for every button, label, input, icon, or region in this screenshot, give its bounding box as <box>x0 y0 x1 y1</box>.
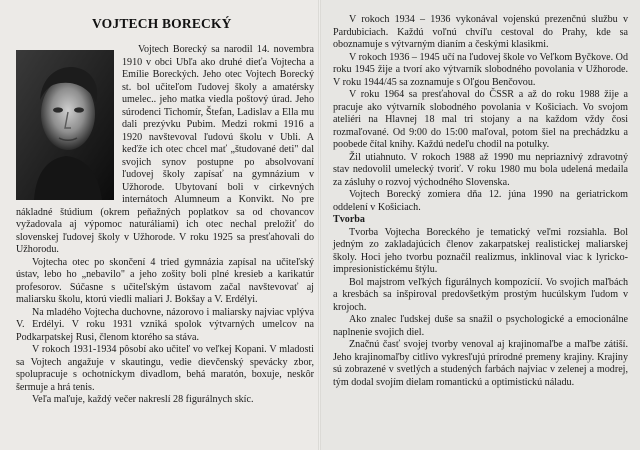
portrait-photo <box>16 50 114 200</box>
paragraph: Žil utiahnuto. V rokoch 1988 až 1990 mu nepriaznivý zdravotný stav nedovolil umelecký tvoriť. V roku 1980 mu bola udelená medaila za zásluhy o rozvoj východného Slovenska. <box>333 151 628 188</box>
paragraph: Vojtech Borecký sa narodil 14. novembra 1910 v obci Ubľa ako druhé dieťa Vojtecha a Emílie Boreckých. Jeho otec Vojtech Borecký st. bol učiteľom ľudovej školy a amatérsky umelec.. jeho matka viedla poštový úrad. Jeho súrodenci Tichomír, Štefan, Ladislav a Ella mu dali prezývku Pubim. Medzi rokmi 1916 a 1920 navštevoval ľudovú školu v Ubli. A keďže ich otec chcel mať „študované deti" dal svojich synov postupne po absolvovaní ľudovej školy zapísať na gymnázium v Užhorode. Ubytovaní boli v cirkevných internátoch Alumneum a Konvikt. No pre nákladné štúdium (okrem peňažných poplatkov sa od chovancov vyžadovala aj výpomoc naturáliami) ich otec nechal preložiť do slovenskej ľudovej školy v Užhorode. V roku 1925 sa presťahovali do Užhorodu. <box>16 44 314 255</box>
left-page <box>0 0 319 450</box>
right-page <box>321 0 640 450</box>
paragraph: V rokoch 1934 – 1936 vykonával vojenskú prezenčnú službu v Pardubiciach. Každú voľnú chvíľu cestoval do Prahy, kde sa oboznamuje s výtvarným dianím a českými klasikmi. <box>333 14 628 50</box>
paragraph: Na mladého Vojtecha duchovne, názorovo i maliarsky najviac vplýva V. Erdélyi. V roku 1931 vzniká spolok výtvarných umelcov na Podkarpatskej Rusi, členom ktorého sa stáva. <box>16 306 314 343</box>
paragraph: V roku 1964 sa presťahoval do ČSSR a až do roku 1988 žije a pracuje ako výtvarník slobodného povolania v Košiciach. Vo svojom ateliéri na Hlavnej 18 mal tri stojany a na každom vždy čosi rozmaľované. Od 9:00 do 15:00 maľoval, potom šiel na prechádzku a poobede čítal knihy. Každú nedeľu chodil na potulky. <box>333 89 628 150</box>
paragraph: Vojtecha otec po skončení 4 tried gymnázia zapísal na učiteľský ústav, lebo ho „nebavilo" a jeho zošity boli plné kresieb a karikatúr profesorov. Súčasne s učiteľským ústavom začal navštevovať aj maliarsku školu, ktorú viedli maliari J. Bokšay a V. Erdélyi. <box>16 256 314 305</box>
paragraph: V rokoch 1931-1934 pôsobí ako učiteľ vo veľkej Kopani. V mladosti sa Vojtech angažuje v skautingu, vedie dievčenský spevácky zbor, spolupracuje s ochotníckym divadlom, behá maratón, boxuje, neskôr šermuje a hrá tenis. <box>16 344 314 393</box>
paragraph: Značnú časť svojej tvorby venoval aj krajinomaľbe a maľbe zátiší. Jeho krajinomaľby citlivo vykresľujú prírodné premeny krajiny. Krajiny sú zobrazené v svetlých a studených farbách najviac v zelenej a modrej, tým dodal svojím dielam romantickú a optimistickú náladu. <box>333 339 628 388</box>
paragraph: Ako znalec ľudskej duše sa snažil o psychologické a emocionálne naplnenie svojich diel. <box>333 314 628 338</box>
paragraph: V rokoch 1936 – 1945 učí na ľudovej škole vo Veľkom Byčkove. Od roku 1945 žije a tvorí ako výtvarník slobodného povolania v Užhorode. V roku 1944/45 sa zoznamuje s Oľgou Benčovou. <box>333 51 628 88</box>
section-heading-tvorba: Tvorba <box>333 214 365 225</box>
paragraph: Tvorba Vojtecha Boreckého je tematický veľmi rozsiahla. Bol jedným zo zakladajúcich členov zakarpatskej realistickej maliarskej školy. Hoci jeho tvorbu poznačil realizmus, inklinoval viac k lyricko-impresionistickému štýlu. <box>333 226 628 275</box>
left-text-column <box>16 44 314 407</box>
paragraph: Vojtech Borecký zomiera dňa 12. júna 1990 na geriatrickom oddelení v Košiciach. <box>333 189 628 213</box>
paragraph: Veľa maľuje, každý večer nakreslí 28 figurálnych skíc. <box>32 394 254 405</box>
right-text-column <box>333 14 628 389</box>
paragraph: Bol majstrom veľkých figurálnych kompozícií. Vo svojich maľbách a kresbách sa inšpiroval predovšetkým prostým hucúlskym ľudom v krojoch. <box>333 276 628 313</box>
page-title: VOJTECH BORECKÝ <box>92 16 232 31</box>
